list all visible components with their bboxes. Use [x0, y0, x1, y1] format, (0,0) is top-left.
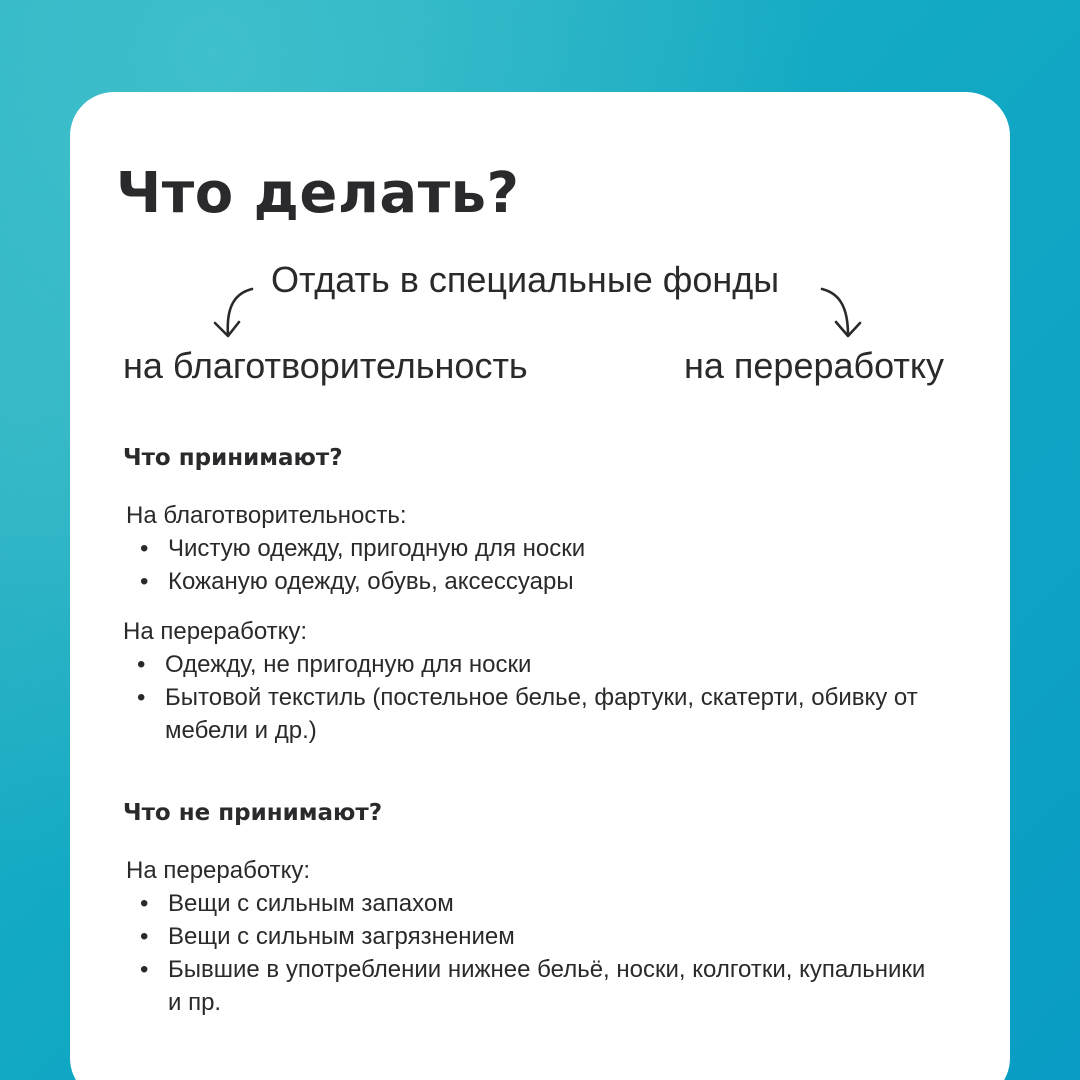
- list-item-text: Бывшие в употреблении нижнее бельё, носки, колготки, купальники и пр.: [168, 956, 926, 1016]
- list-item: [135, 681, 945, 747]
- accepted-heading: Что принимают?: [123, 445, 343, 471]
- bullet-icon: •: [140, 890, 149, 917]
- accepted-charity-list: [138, 532, 585, 598]
- curved-arrow-down-right-icon: [818, 285, 868, 341]
- list-item-text: Чистую одежду, пригодную для носки: [168, 535, 586, 562]
- not-accepted-recycling-list: [138, 887, 938, 1019]
- page-title: Что делать?: [116, 161, 520, 226]
- accepted-charity-label: На благотворительность:: [126, 502, 407, 529]
- list-item-text: Бытовой текстиль (постельное белье, фартуки, скатерти, обивку от мебели и др.): [165, 684, 918, 744]
- list-item: [138, 920, 938, 953]
- flow-destination-recycling: на переработку: [684, 345, 944, 386]
- list-item: [135, 648, 945, 681]
- flow-source-text: Отдать в специальные фонды: [271, 259, 780, 300]
- not-accepted-heading: Что не принимают?: [123, 800, 383, 826]
- accepted-recycling-label: На переработку:: [123, 618, 308, 645]
- list-item-text: Кожаную одежду, обувь, аксессуары: [168, 568, 574, 595]
- bullet-icon: •: [140, 956, 149, 983]
- list-item: [138, 532, 585, 565]
- list-item: [138, 953, 938, 1019]
- bullet-icon: •: [140, 535, 149, 562]
- list-item-text: Вещи с сильным загрязнением: [168, 923, 515, 950]
- bullet-icon: •: [140, 923, 149, 950]
- list-item: [138, 887, 938, 920]
- accepted-recycling-list: [135, 648, 945, 747]
- bullet-icon: •: [137, 651, 146, 678]
- list-item-text: Вещи с сильным запахом: [168, 890, 454, 917]
- bullet-icon: •: [137, 684, 146, 711]
- list-item-text: Одежду, не пригодную для носки: [165, 651, 532, 678]
- not-accepted-recycling-label: На переработку:: [126, 857, 311, 884]
- flow-destination-charity: на благотворительность: [123, 345, 528, 386]
- list-item: [138, 565, 585, 598]
- bullet-icon: •: [140, 568, 149, 595]
- curved-arrow-down-left-icon: [206, 285, 256, 341]
